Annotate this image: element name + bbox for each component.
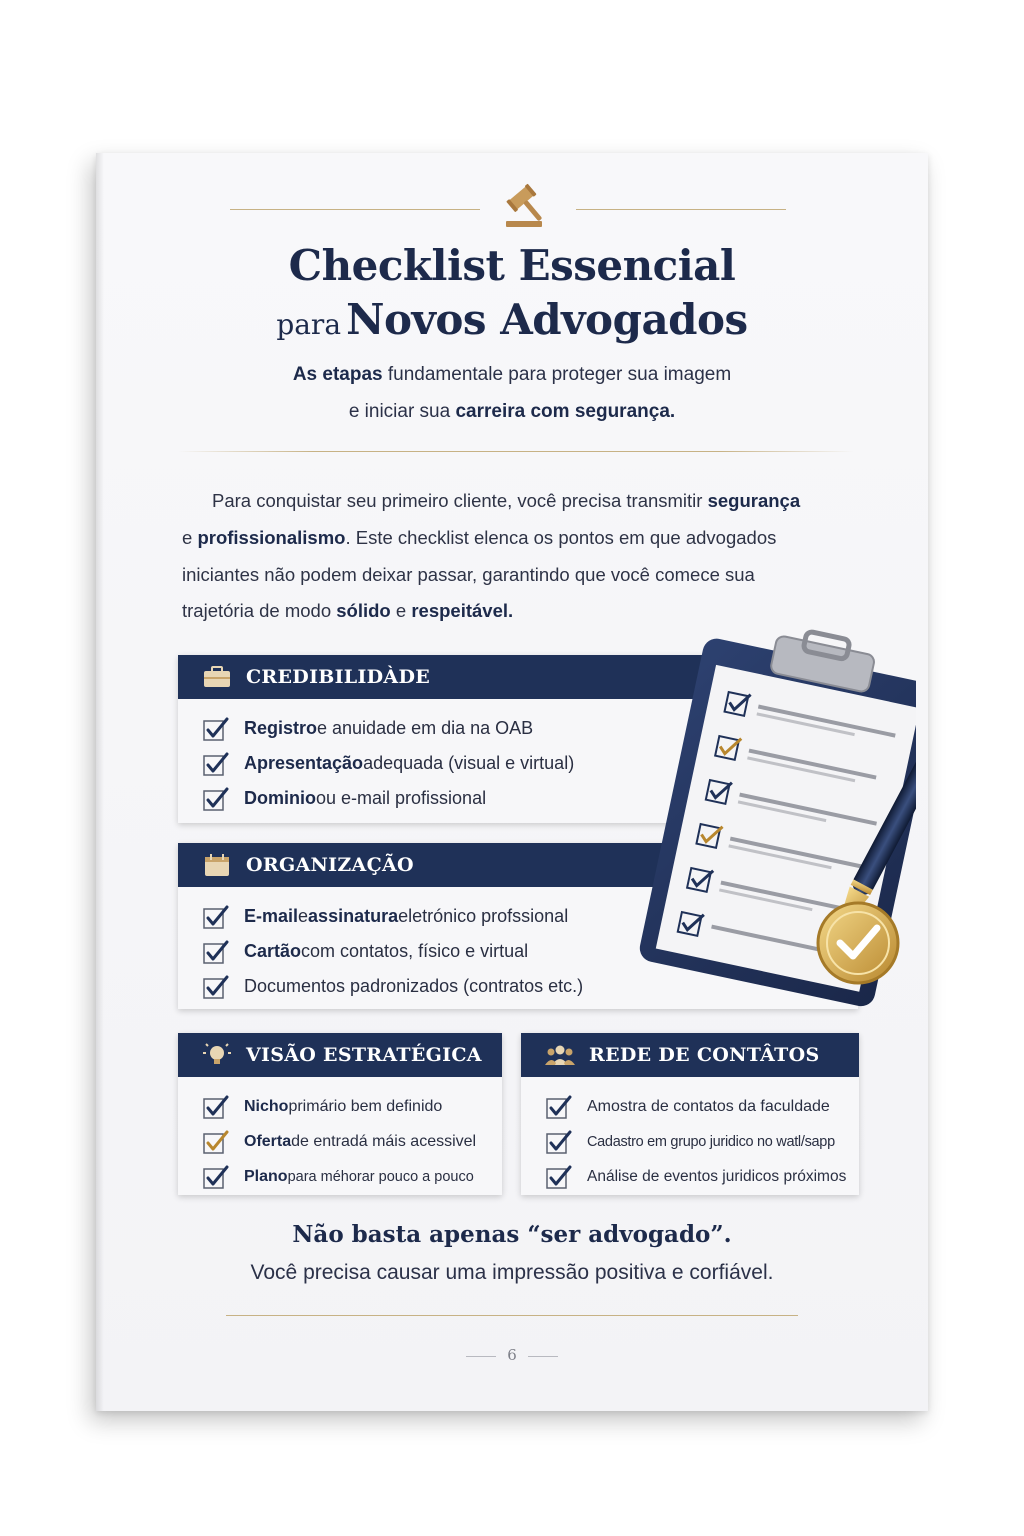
item-bold: Plano [244,1167,288,1185]
item-bold: Dominio [244,788,316,808]
intro-bold: sólido [336,600,391,621]
checklist-item [202,1089,502,1124]
top-divider-right [576,209,786,210]
item-text: adequada (visual e virtual) [363,753,575,773]
intro-line [182,527,862,549]
item-bold: Oferta [244,1132,292,1150]
page-title: Checklist Essencial [288,241,736,290]
document-page [96,153,928,1411]
card-list [178,1077,502,1194]
checkbox-checked-icon [202,1129,230,1155]
card-title: ORGANIZAÇÃO [246,854,414,876]
intro-line: iniciantes não podem deixar passar, garantindo que você comece sua [182,564,755,585]
checkbox-checked-icon [202,904,230,930]
briefcase-icon [202,665,232,689]
page-number: 6 [507,1346,517,1364]
checkbox-checked-icon [202,751,230,777]
item-text: eletrónico profssional [398,906,569,926]
subtitle-text: fundamentale para proteger sua imagem [382,364,732,385]
bottom-divider [226,1315,798,1316]
subtitle-bold: As etapas [292,364,383,385]
checkbox-checked-icon [545,1164,573,1190]
checklist-item [202,1124,502,1159]
item-bold: Apresentação [244,753,364,773]
item-text: e anuidade em dia na OAB [317,718,534,738]
gavel-icon [498,183,554,229]
closing-text: Você precisa causar uma impressão positiva e corfiável. [250,1261,774,1284]
intro-line [182,600,862,622]
item-text: ou e-mail profissional [316,788,487,808]
gold-seal-check-icon [818,903,898,983]
card-header [521,1033,859,1077]
card-title: VISÃO ESTRATÉGICA [246,1044,482,1066]
item-bold: Registro [244,718,318,738]
checkbox-checked-icon [545,1129,573,1155]
checkbox-checked-icon [545,1094,573,1120]
item-text: Amostra de contatos da faculdade [587,1097,830,1115]
item-bold: Nicho [244,1097,289,1115]
calendar-icon [202,853,232,877]
page-title-line2 [96,295,928,344]
title-main: Novos Advogados [346,295,748,344]
intro-line [212,490,892,512]
intro-bold: respeitável. [411,600,514,621]
top-divider-left [230,209,480,210]
intro-text: . Este checklist elenca os pontos em que advogados [345,527,777,548]
subtitle-bold: carreira com segurança. [455,401,676,422]
checklist-item [545,1124,859,1159]
checkbox-checked-icon [202,786,230,812]
checkbox-checked-icon [202,1164,230,1190]
intro-bold: segurança [707,490,801,511]
people-icon [545,1043,575,1067]
subtitle-line2 [96,401,928,423]
card-header [178,1033,502,1077]
card-list [521,1077,859,1194]
item-bold: E-mail [244,906,299,926]
checklist-item [545,1159,859,1194]
card-title: CREDIBILIDÀDE [246,666,431,688]
intro-bold: profissionalismo [197,527,346,548]
section-divider [178,451,854,452]
item-text: Documentos padronizados (contratos etc.) [244,976,584,996]
clipboard-illustration [596,625,916,1025]
item-text: de entradá máis acessivel [291,1132,477,1150]
checklist-item [545,1089,859,1124]
title-prefix: para [276,308,342,341]
intro-text: e [390,600,412,621]
card-visao-estrategica [178,1033,502,1195]
item-bold: Cartão [244,941,302,961]
item-bold: assinatura [308,906,399,926]
item-text: e [298,906,309,926]
checklist-item [202,1159,502,1194]
checkbox-checked-icon [202,716,230,742]
intro-text: e [182,527,198,548]
intro-text: Para conquistar seu primeiro cliente, você precisa transmitir [212,490,708,511]
card-title: REDE DE CONTÂTOS [589,1044,820,1066]
item-text: primário bem definido [288,1097,443,1115]
checkbox-checked-icon [202,1094,230,1120]
subtitle-text: e iniciar sua [348,401,456,422]
item-text: Análise de eventos juridicos próximos [587,1167,847,1185]
item-text: com contatos, físico e virtual [301,941,529,961]
item-text: para méhorar pouco a pouco [287,1168,474,1185]
card-rede-de-contatos [521,1033,859,1195]
checkbox-checked-icon [202,939,230,965]
lightbulb-icon [202,1043,232,1067]
closing-headline: Não basta apenas “ser advogado”. [292,1221,732,1248]
checkbox-checked-icon [202,974,230,1000]
intro-text: trajetória de modo [182,600,337,621]
item-text: Cadastro em grupo juridico no watl/sapp [587,1133,835,1150]
subtitle-line1 [96,364,928,386]
